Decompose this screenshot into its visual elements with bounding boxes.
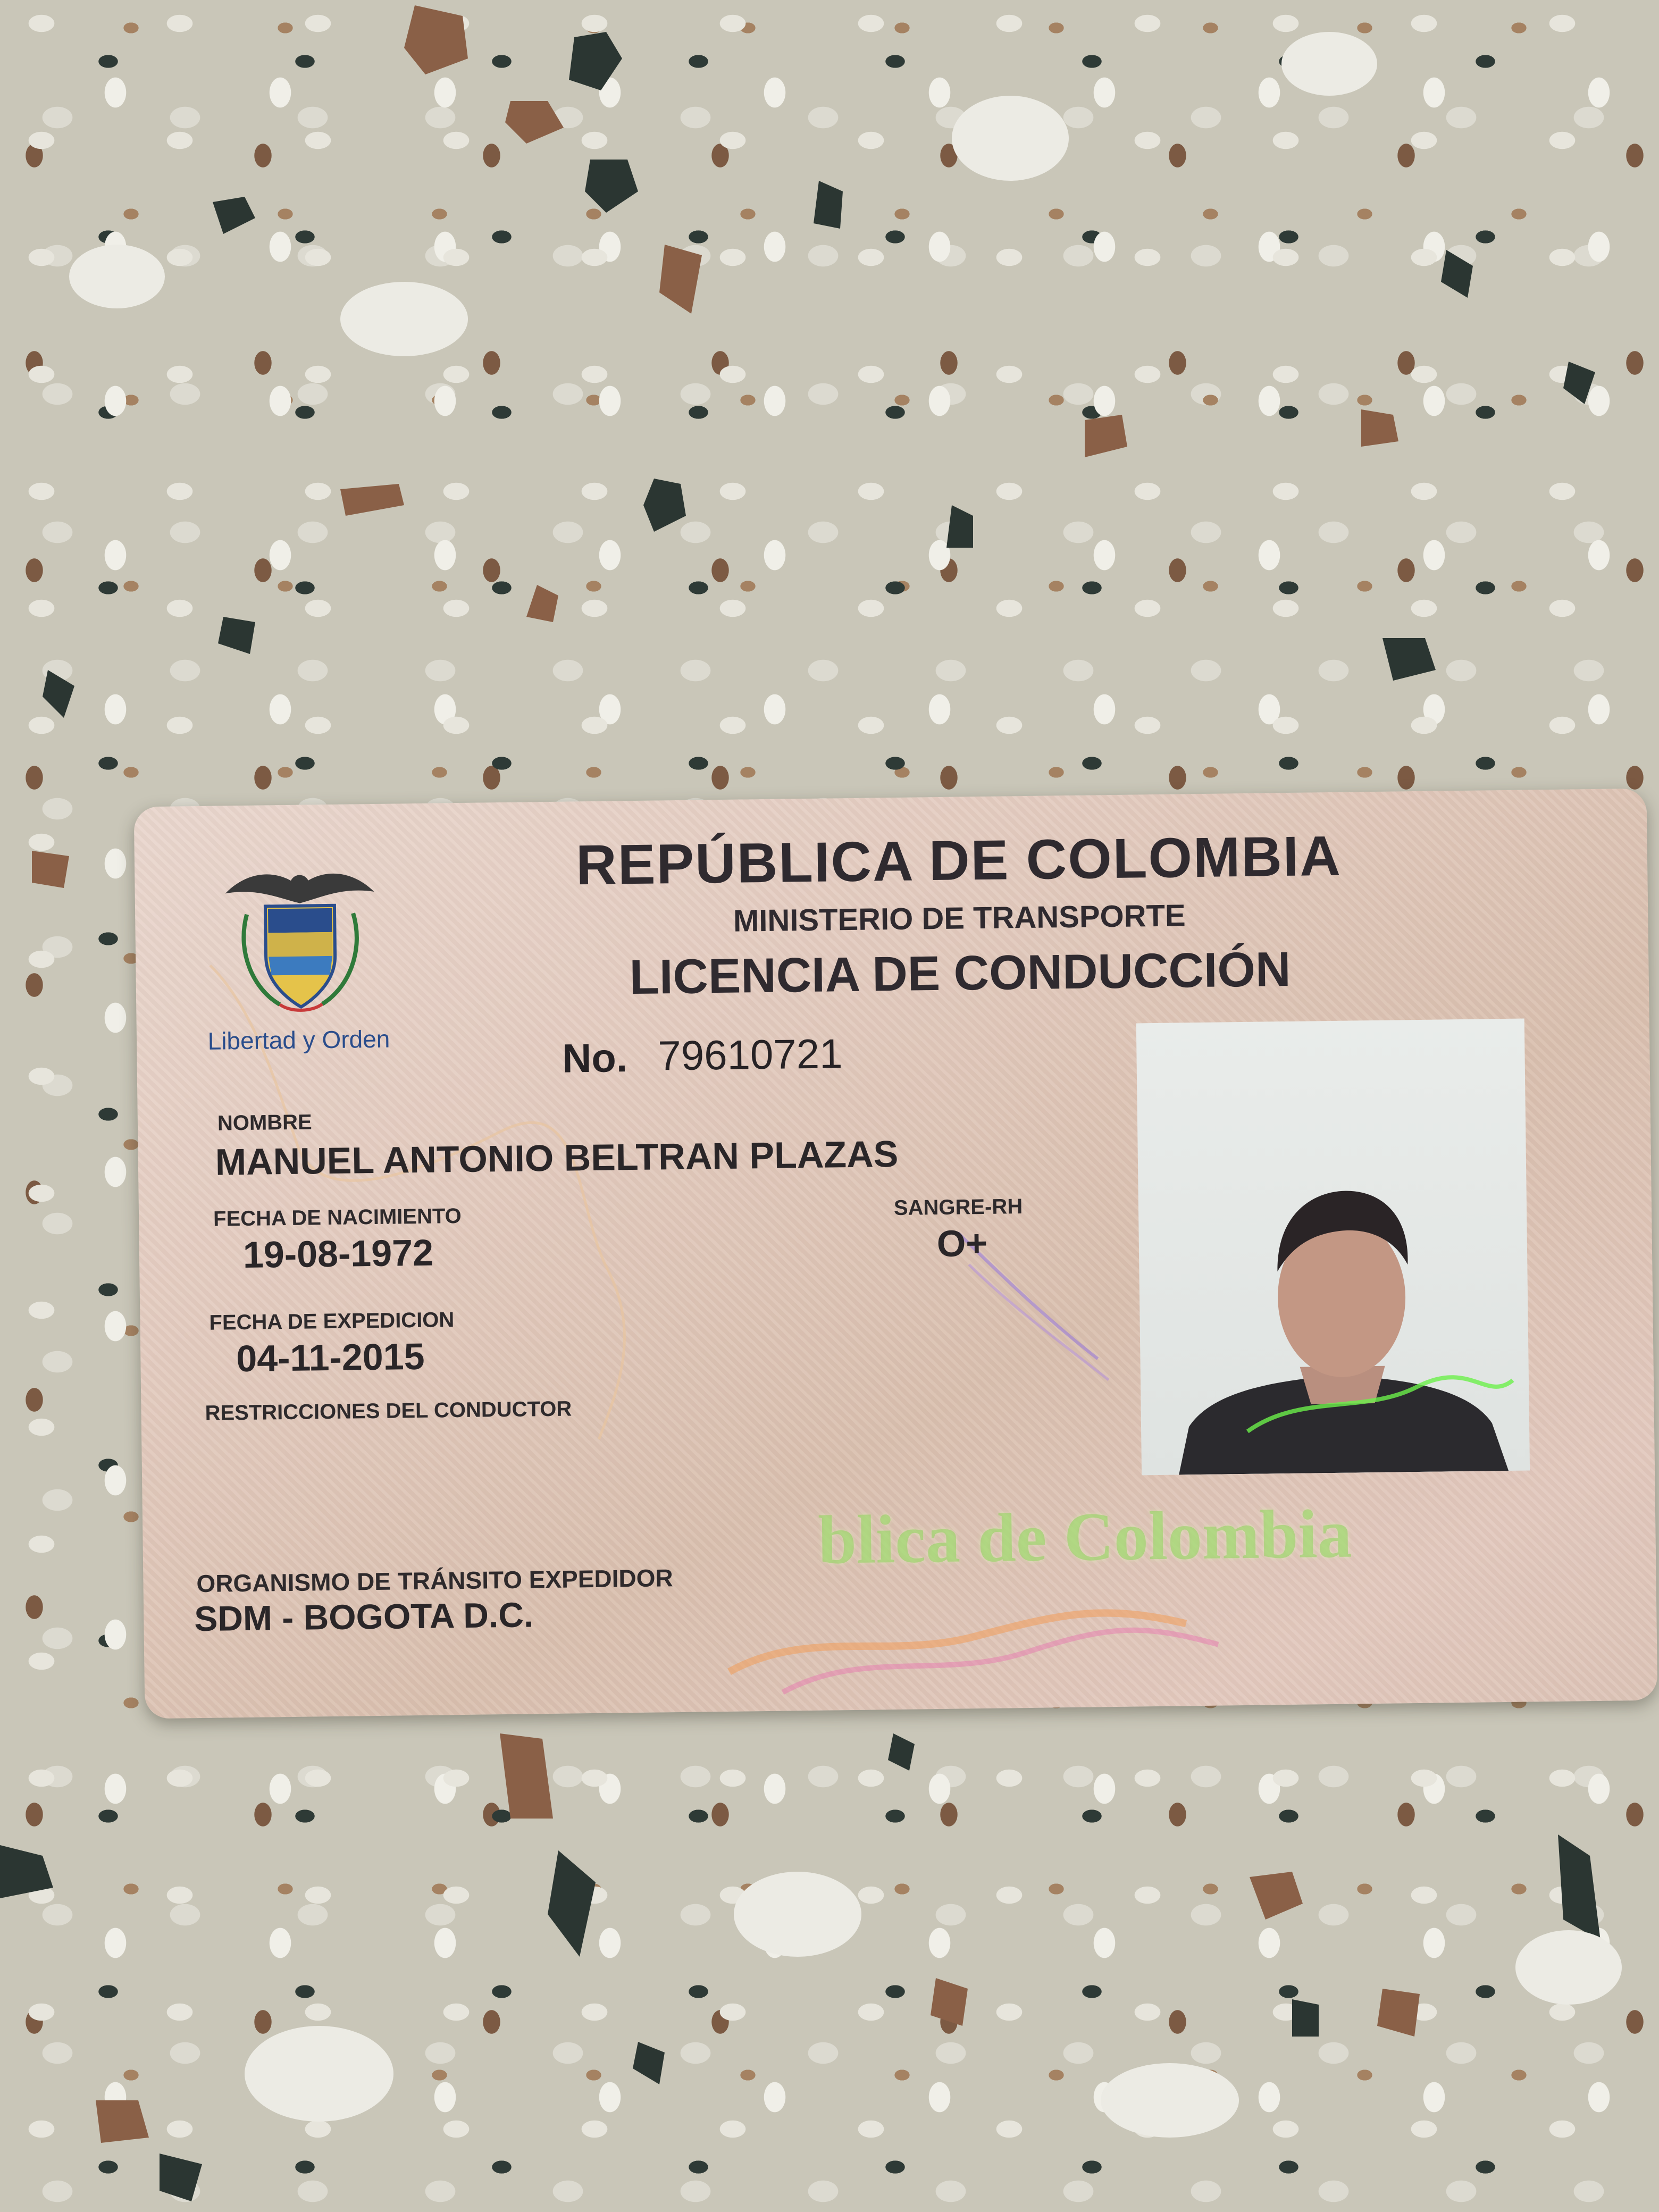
name-value: MANUEL ANTONIO BELTRAN PLAZAS bbox=[215, 1133, 899, 1183]
driver-restrictions-label: RESTRICCIONES DEL CONDUCTOR bbox=[205, 1397, 572, 1425]
hologram-watermark: blica de Colombia bbox=[817, 1495, 1353, 1579]
blood-type-label: SANGRE-RH bbox=[893, 1195, 1023, 1220]
birth-date-value: 19-08-1972 bbox=[242, 1231, 434, 1276]
license-number-value: 79610721 bbox=[657, 1030, 843, 1079]
crest-motto: Libertad y Orden bbox=[207, 1025, 390, 1055]
holder-photo bbox=[1136, 1019, 1530, 1476]
birth-date-label: FECHA DE NACIMIENTO bbox=[213, 1204, 462, 1231]
driver-license-card bbox=[134, 789, 1658, 1719]
issue-date-label: FECHA DE EXPEDICION bbox=[209, 1308, 455, 1335]
document-title: LICENCIA DE CONDUCCIÓN bbox=[629, 942, 1292, 1005]
colombia-coat-of-arms-icon bbox=[214, 854, 387, 1021]
holder-portrait-icon bbox=[1136, 1019, 1530, 1476]
issue-date-value: 04-11-2015 bbox=[236, 1335, 425, 1380]
ministry-heading: MINISTERIO DE TRANSPORTE bbox=[733, 898, 1186, 939]
license-number-label: No. bbox=[562, 1035, 628, 1082]
issuing-agency-value: SDM - BOGOTA D.C. bbox=[194, 1595, 534, 1639]
name-label: NOMBRE bbox=[217, 1110, 312, 1135]
country-heading: REPÚBLICA DE COLOMBIA bbox=[575, 824, 1342, 897]
issuing-agency-label: ORGANISMO DE TRÁNSITO EXPEDIDOR bbox=[196, 1564, 673, 1598]
blood-type-value: O+ bbox=[936, 1222, 988, 1265]
